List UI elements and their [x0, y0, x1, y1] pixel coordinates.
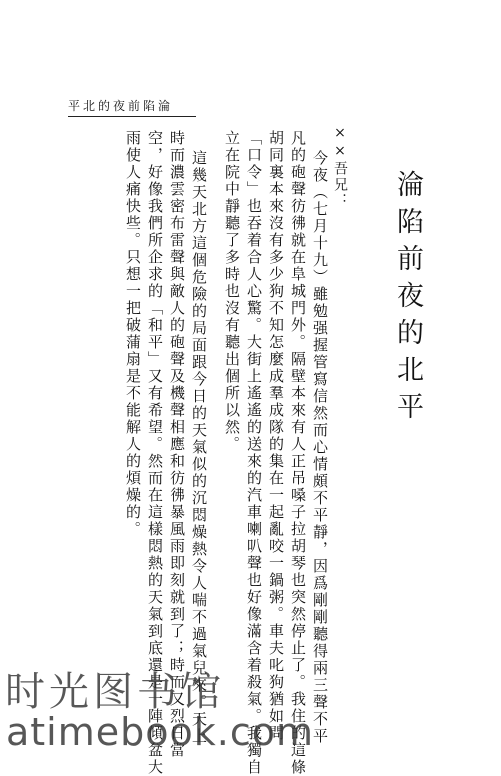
body-column-7: 時而濃雲密布雷聲與敵人的砲聲及機聲相應和彷彿暴風雨即刻就到了；時而又烈日當: [168, 130, 186, 759]
body-column-3: 胡同裏本來沒有多少狗不知怎麼成羣成隊的集在一起亂咬一鍋粥。車夫叱狗猶如問: [267, 130, 285, 742]
body-column-8: 空，好像我們所企求的「和平」又有希望。然而在這樣悶熱的天氣到底還是一陣傾盆大: [146, 130, 164, 776]
body-column-5: 立在院中靜聽了多時也沒有聽出個所以然。: [223, 130, 241, 453]
body-column-4: 「口令」也吞着合人心驚。大街上遙遙的送來的汽車喇叭聲也好像滿含着殺氣。我獨自: [245, 130, 263, 776]
running-header: 平北的夜前陷淪: [68, 97, 196, 117]
watermark-site-name: 时光图书馆: [5, 669, 225, 715]
watermark-url: atimebook.com: [6, 710, 315, 754]
body-column-6: 這幾天北方這個危險的局面跟今日的天氣似的沉悶燥熱令人喘不過氣兒來。天上: [190, 150, 208, 745]
body-column-1: 今夜（七月十九）雖勉强握管寫信然而心情頗不平靜，因爲剛剛聽得兩三聲不平: [311, 150, 329, 745]
letter-greeting: ××吾兄：: [332, 125, 348, 209]
body-column-2: 凡的砲聲彷彿就在阜城門外。隔壁本來有人正吊嗓子拉胡琴也突然停止了。我住的這條: [289, 130, 307, 776]
body-column-9: 雨使人痛快些。只想一把破蒲扇是不能解人的煩燥的。: [124, 130, 142, 538]
page-title: 淪陷前夜的北平: [392, 170, 423, 429]
